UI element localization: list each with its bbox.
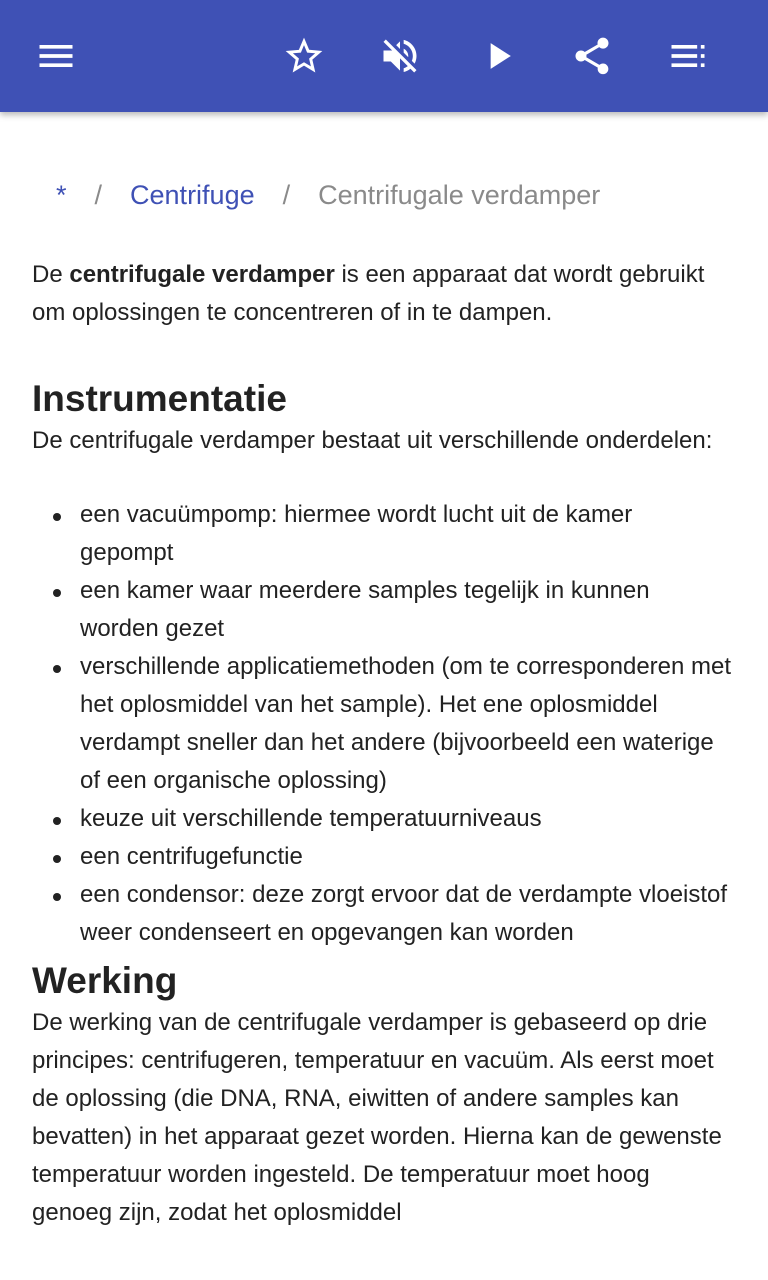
- breadcrumb-parent-link[interactable]: Centrifuge: [130, 180, 255, 210]
- share-icon[interactable]: [564, 28, 620, 84]
- list-item: keuze uit verschillende temperatuurniveaus: [80, 800, 732, 838]
- list-item: een vacuümpomp: hiermee wordt lucht uit de kamer gepompt: [80, 496, 732, 572]
- section-paragraph: De werking van de centrifugale verdamper is gebaseerd op drie principes: centrifugeren, temperatuur en vacuüm. Als eerst moet de oplossing (die DNA, RNA, eiwitten of andere samples kan bevatten) in het apparaat gezet worden. Hierna kan de gewenste temperatuur worden ingesteld. De temperatuur moet hoog genoeg zijn, zodat het oplosmiddel: [32, 1009, 722, 1226]
- intro-text: is een apparaat dat wordt gebruikt om oplossingen te concentreren of in te dampen.: [32, 261, 705, 326]
- section-paragraph: De centrifugale verdamper bestaat uit verschillende onderdelen:: [32, 427, 713, 454]
- breadcrumb-current: Centrifugale verdamper: [318, 180, 601, 210]
- menu-icon[interactable]: [28, 28, 84, 84]
- article-content: [0, 112, 768, 1280]
- breadcrumb: [56, 180, 600, 211]
- list-item: verschillende applicatiemethoden (om te corresponderen met het oplosmiddel van het sample). Het ene oplosmiddel verdampt sneller dan het andere (bijvoorbeeld een waterige of een organische oplossing): [80, 648, 732, 800]
- breadcrumb-separator: /: [94, 180, 103, 210]
- play-icon[interactable]: [470, 28, 526, 84]
- list-item: een centrifugefunctie: [80, 838, 732, 876]
- volume-off-icon[interactable]: [372, 28, 428, 84]
- article-body: [32, 256, 732, 1232]
- section-heading-werking: Werking: [32, 960, 178, 1001]
- app-bar: [0, 0, 768, 112]
- list-item: een condensor: deze zorgt ervoor dat de verdampte vloeistof weer condenseert en opgevangen kan worden: [80, 876, 732, 952]
- breadcrumb-root-link[interactable]: *: [56, 180, 67, 210]
- playlist-icon[interactable]: [660, 28, 716, 84]
- star-outline-icon[interactable]: [276, 28, 332, 84]
- breadcrumb-separator: /: [282, 180, 291, 210]
- component-list: [32, 496, 732, 952]
- intro-text: De: [32, 261, 70, 288]
- intro-paragraph: [32, 256, 732, 332]
- list-item: een kamer waar meerdere samples tegelijk in kunnen worden gezet: [80, 572, 732, 648]
- intro-bold-term: centrifugale verdamper: [69, 261, 335, 288]
- section-heading-instrumentatie: Instrumentatie: [32, 378, 287, 419]
